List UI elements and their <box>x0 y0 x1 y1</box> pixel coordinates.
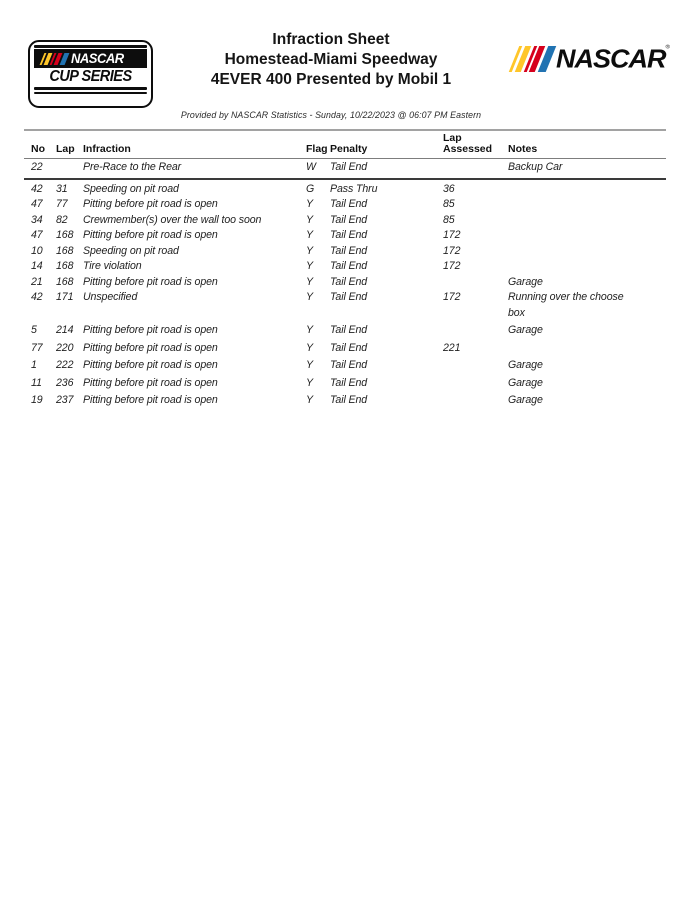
cell-car-number: 21 <box>31 275 43 288</box>
table-header-row <box>24 131 666 159</box>
cell-infraction: Unspecified <box>83 291 138 303</box>
cell-lap-assessed <box>443 323 508 339</box>
cell-car-number: 19 <box>31 394 43 406</box>
cell-lap: 31 <box>56 182 68 195</box>
cell-flag: Y <box>306 394 313 406</box>
cell-flag: Y <box>306 341 313 354</box>
infraction-row <box>24 213 666 229</box>
cell-flag: Y <box>306 324 313 336</box>
cell-flag: Y <box>306 198 313 210</box>
cell-lap-assessed: 172 <box>443 244 461 257</box>
cup-logo-series-text: CUP SERIES <box>49 68 132 85</box>
table-body <box>24 159 666 409</box>
registered-trademark-icon: ® <box>665 44 669 50</box>
column-header-no: No <box>31 143 45 155</box>
cell-notes: Running over the choose box <box>508 291 624 319</box>
cell-flag: Y <box>306 376 313 389</box>
infraction-row <box>24 341 666 357</box>
cell-penalty: Tail End <box>330 341 368 354</box>
cell-flag: Y <box>306 359 313 371</box>
column-header-infraction: Infraction <box>83 143 131 155</box>
cell-notes <box>508 213 666 229</box>
cell-car-number: 47 <box>31 198 43 210</box>
infraction-row <box>24 376 666 392</box>
cell-flag: Y <box>306 229 313 241</box>
cell-lap: 236 <box>56 376 74 389</box>
cell-lap-assessed <box>443 160 508 176</box>
infraction-row <box>24 259 666 275</box>
cell-infraction: Pitting before pit road is open <box>83 341 218 354</box>
cell-car-number: 5 <box>31 324 37 336</box>
cell-notes <box>508 197 666 213</box>
cell-penalty: Tail End <box>330 291 368 303</box>
cell-lap-assessed: 36 <box>443 182 455 195</box>
cell-infraction: Tire violation <box>83 260 142 272</box>
cell-lap-assessed: 172 <box>443 260 461 272</box>
infraction-row <box>24 244 666 260</box>
cell-car-number: 1 <box>31 359 37 371</box>
cell-flag: W <box>306 161 316 173</box>
cell-notes: Garage <box>508 324 543 336</box>
cell-car-number: 11 <box>31 376 42 389</box>
cell-notes: Garage <box>508 275 543 288</box>
cell-lap: 214 <box>56 324 74 336</box>
cell-lap: 82 <box>56 213 68 226</box>
cell-penalty: Tail End <box>330 394 368 406</box>
cell-lap-assessed: 85 <box>443 198 455 210</box>
cell-lap-assessed: 172 <box>443 229 461 241</box>
cell-notes <box>508 259 666 275</box>
provided-by-line: Provided by NASCAR Statistics - Sunday, 10/22/2023 @ 06:07 PM Eastern <box>180 110 482 120</box>
cell-notes: Garage <box>508 394 543 406</box>
cell-car-number: 42 <box>31 291 43 303</box>
cell-penalty: Pass Thru <box>330 182 378 195</box>
column-header-penalty: Penalty <box>330 143 368 155</box>
cell-car-number: 10 <box>31 244 43 257</box>
cell-infraction: Pre-Race to the Rear <box>83 161 182 173</box>
cell-lap: 168 <box>56 229 74 241</box>
cell-infraction: Pitting before pit road is open <box>83 394 218 406</box>
cell-penalty: Tail End <box>330 213 368 226</box>
cell-infraction: Pitting before pit road is open <box>83 198 218 210</box>
cell-infraction: Pitting before pit road is open <box>83 376 218 389</box>
cell-notes: Garage <box>508 359 543 371</box>
cell-car-number: 22 <box>31 161 43 173</box>
nascar-wordmark: NASCAR® <box>556 44 669 73</box>
cell-lap: 77 <box>56 198 68 210</box>
cell-flag: Y <box>306 291 313 303</box>
cell-flag: G <box>306 182 315 195</box>
column-header-notes: Notes <box>508 143 538 155</box>
cell-infraction: Pitting before pit road is open <box>83 324 218 336</box>
infraction-row <box>24 228 666 244</box>
cell-penalty: Tail End <box>330 161 368 173</box>
cell-lap: 222 <box>56 359 74 371</box>
cell-lap: 168 <box>56 260 74 272</box>
cell-penalty: Tail End <box>330 275 368 288</box>
cell-infraction: Pitting before pit road is open <box>83 275 218 288</box>
cell-lap: 171 <box>56 291 74 303</box>
cell-penalty: Tail End <box>330 260 368 272</box>
infraction-row <box>24 159 666 180</box>
cell-flag: Y <box>306 260 313 272</box>
cell-notes <box>508 182 666 198</box>
cell-infraction: Speeding on pit road <box>83 244 179 257</box>
cell-penalty: Tail End <box>330 244 368 257</box>
column-header-lap-assessed: Lap Assessed <box>443 132 493 155</box>
cell-flag: Y <box>306 213 313 226</box>
cell-penalty: Tail End <box>330 198 368 210</box>
cell-lap-assessed: 221 <box>443 341 461 354</box>
cell-penalty: Tail End <box>330 376 368 389</box>
logo-stripe <box>34 92 147 95</box>
cell-notes: Garage <box>508 376 543 389</box>
cell-notes <box>508 228 666 244</box>
cell-lap <box>56 160 83 176</box>
cell-notes <box>508 341 666 357</box>
cell-lap-assessed <box>443 376 508 392</box>
cell-infraction: Pitting before pit road is open <box>83 359 218 371</box>
cell-flag: Y <box>306 275 313 288</box>
cell-lap: 220 <box>56 341 74 354</box>
column-header-lap: Lap <box>56 143 75 155</box>
cell-infraction: Crewmember(s) over the wall too soon <box>83 213 262 226</box>
infractions-table <box>24 129 666 409</box>
cell-notes <box>508 244 666 260</box>
infraction-row <box>24 197 666 213</box>
cell-lap-assessed: 172 <box>443 291 461 303</box>
nascar-speed-bars-icon <box>514 44 551 74</box>
cell-car-number: 42 <box>31 182 43 195</box>
infraction-row <box>24 393 666 409</box>
cell-lap: 168 <box>56 244 74 257</box>
cell-lap-assessed <box>443 358 508 374</box>
nascar-logo <box>514 44 669 74</box>
cell-penalty: Tail End <box>330 324 368 336</box>
cell-lap: 237 <box>56 394 74 406</box>
cell-lap-assessed: 85 <box>443 213 455 226</box>
cell-car-number: 77 <box>31 341 43 354</box>
cell-lap: 168 <box>56 275 74 288</box>
cell-flag: Y <box>306 244 313 257</box>
cell-lap-assessed <box>443 393 508 409</box>
cell-car-number: 47 <box>31 229 43 241</box>
infraction-row <box>24 290 666 321</box>
title-line-sheet: Infraction Sheet <box>272 31 390 48</box>
infraction-row <box>24 323 666 339</box>
cell-infraction: Speeding on pit road <box>83 182 179 195</box>
title-line-track: Homestead-Miami Speedway <box>224 51 438 68</box>
cell-car-number: 34 <box>31 213 43 226</box>
column-header-flag: Flag <box>306 143 328 155</box>
cup-logo-nascar-text: NASCAR <box>71 50 124 67</box>
cell-notes: Backup Car <box>508 161 563 173</box>
infraction-row <box>24 275 666 291</box>
cell-penalty: Tail End <box>330 359 368 371</box>
cell-infraction: Pitting before pit road is open <box>83 229 218 241</box>
infraction-row <box>24 182 666 198</box>
title-line-race: 4EVER 400 Presented by Mobil 1 <box>210 71 452 88</box>
infraction-row <box>24 358 666 374</box>
cell-penalty: Tail End <box>330 229 368 241</box>
cell-lap-assessed <box>443 275 508 291</box>
cell-car-number: 14 <box>31 260 43 272</box>
